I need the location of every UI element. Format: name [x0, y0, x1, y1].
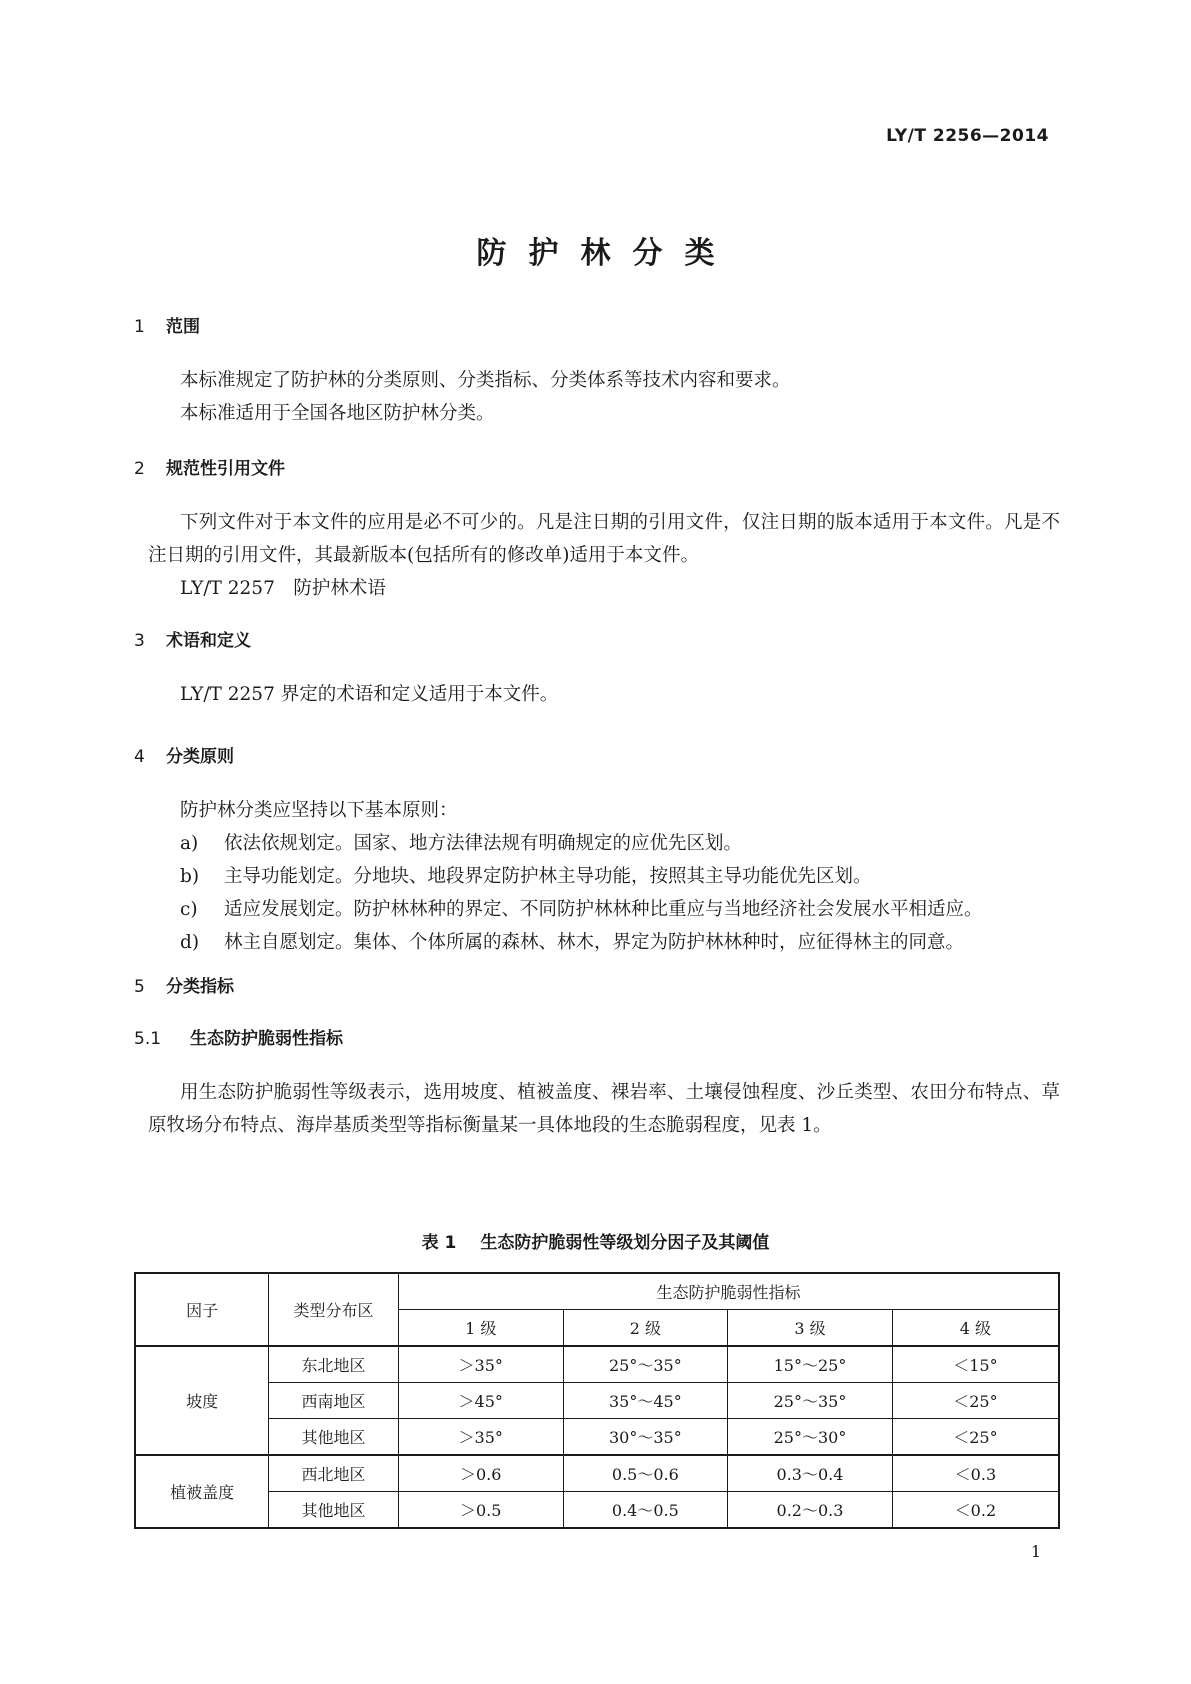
paragraph: 用生态防护脆弱性等级表示，选用坡度、植被盖度、裸岩率、土壤侵蚀程度、沙丘类型、农田分布特点、草原牧场分布特点、海岸基质类型等指标衡量某一具体地段的生态脆弱程度，见表 1。 — [148, 1082, 1060, 1136]
section-4-intro — [148, 794, 1060, 827]
table-number: 表 1 — [421, 1233, 457, 1253]
value-cell: ＜25° — [892, 1383, 1059, 1419]
list-item — [180, 926, 1060, 959]
list-marker: d) — [180, 932, 200, 953]
value-cell: 0.5～0.6 — [563, 1455, 728, 1492]
paragraph: 下列文件对于本文件的应用是必不可少的。凡是注日期的引用文件，仅注日期的版本适用于本文件。凡是不注日期的引用文件，其最新版本(包括所有的修改单)适用于本文件。 — [148, 512, 1060, 566]
region-cell: 西北地区 — [269, 1455, 399, 1492]
value-cell: ＞35° — [398, 1346, 563, 1383]
list-item-text: 主导功能划定。分地块、地段界定防护林主导功能，按照其主导功能优先区划。 — [224, 866, 872, 887]
header-level: 3 级 — [728, 1310, 893, 1347]
value-cell: 25°～30° — [728, 1419, 893, 1456]
value-cell: 0.4～0.5 — [563, 1492, 728, 1529]
normative-reference: LY/T 2257 防护林术语 — [180, 578, 386, 599]
section-1-heading — [134, 312, 200, 337]
list-marker: b) — [180, 866, 200, 887]
document-title: 防护林分类 — [476, 236, 737, 271]
value-cell: ＜25° — [892, 1419, 1059, 1456]
header-region: 类型分布区 — [269, 1273, 399, 1346]
value-cell: ＜15° — [892, 1346, 1059, 1383]
factor-cell: 坡度 — [135, 1346, 269, 1455]
factor-cell: 植被盖度 — [135, 1455, 269, 1528]
table-row — [135, 1383, 1059, 1419]
list-item — [180, 860, 1060, 893]
paragraph: 本标准适用于全国各地区防护林分类。 — [180, 403, 495, 424]
principles-list — [180, 827, 1060, 959]
value-cell: ＜0.3 — [892, 1455, 1059, 1492]
table-caption — [0, 1228, 1191, 1253]
section-number: 2 — [134, 459, 145, 479]
paragraph: 本标准规定了防护林的分类原则、分类指标、分类体系等技术内容和要求。 — [180, 370, 791, 391]
header-indicator-group: 生态防护脆弱性指标 — [398, 1273, 1059, 1310]
value-cell: 0.3～0.4 — [728, 1455, 893, 1492]
header-factor: 因子 — [135, 1273, 269, 1346]
value-cell: 30°～35° — [563, 1419, 728, 1456]
list-item-text: 依法依规划定。国家、地方法律法规有明确规定的应优先区划。 — [224, 833, 743, 854]
list-item-text: 林主自愿划定。集体、个体所属的森林、林木，界定为防护林林种时，应征得林主的同意。 — [224, 932, 965, 953]
value-cell: 25°～35° — [563, 1346, 728, 1383]
section-3-heading — [134, 626, 251, 651]
section-title: 分类指标 — [166, 977, 234, 997]
section-3-body — [148, 678, 1060, 711]
value-cell: 35°～45° — [563, 1383, 728, 1419]
section-number: 3 — [134, 631, 145, 651]
region-cell: 东北地区 — [269, 1346, 399, 1383]
vulnerability-table — [134, 1272, 1060, 1529]
section-2-heading — [134, 454, 285, 479]
region-cell: 西南地区 — [269, 1383, 399, 1419]
section-title: 规范性引用文件 — [166, 459, 285, 479]
list-item-text: 适应发展划定。防护林林种的界定、不同防护林林种比重应与当地经济社会发展水平相适应。 — [224, 899, 983, 920]
section-5-1-body — [148, 1076, 1060, 1142]
section-title: 范围 — [166, 317, 200, 337]
table-row — [135, 1346, 1059, 1383]
value-cell: ＜0.2 — [892, 1492, 1059, 1529]
value-cell: ＞0.6 — [398, 1455, 563, 1492]
header-level: 1 级 — [398, 1310, 563, 1347]
standard-code: LY/T 2256—2014 — [886, 126, 1049, 146]
value-cell: 15°～25° — [728, 1346, 893, 1383]
section-5-heading — [134, 972, 234, 997]
value-cell: ＞0.5 — [398, 1492, 563, 1529]
section-number: 1 — [134, 317, 145, 337]
value-cell: 0.2～0.3 — [728, 1492, 893, 1529]
region-cell: 其他地区 — [269, 1419, 399, 1456]
section-4-heading — [134, 742, 234, 767]
list-marker: a) — [180, 833, 199, 854]
section-5-1-heading — [134, 1024, 343, 1049]
value-cell: ＞45° — [398, 1383, 563, 1419]
section-number: 5.1 — [134, 1029, 162, 1049]
table-row — [135, 1419, 1059, 1456]
section-1-body — [148, 364, 1060, 430]
section-2-body — [148, 506, 1060, 605]
header-level: 4 级 — [892, 1310, 1059, 1347]
list-item — [180, 893, 1060, 926]
page-number: 1 — [1030, 1542, 1041, 1561]
list-marker: c) — [180, 899, 198, 920]
paragraph: 防护林分类应坚持以下基本原则： — [180, 800, 458, 821]
table-row — [135, 1492, 1059, 1529]
table-title: 生态防护脆弱性等级划分因子及其阈值 — [480, 1233, 770, 1253]
region-cell: 其他地区 — [269, 1492, 399, 1529]
header-level: 2 级 — [563, 1310, 728, 1347]
value-cell: 25°～35° — [728, 1383, 893, 1419]
section-number: 5 — [134, 977, 145, 997]
section-title: 术语和定义 — [166, 631, 251, 651]
section-number: 4 — [134, 747, 145, 767]
section-title: 分类原则 — [166, 747, 234, 767]
list-item — [180, 827, 1060, 860]
section-title: 生态防护脆弱性指标 — [190, 1029, 343, 1049]
paragraph: LY/T 2257 界定的术语和定义适用于本文件。 — [180, 684, 559, 705]
table-row — [135, 1455, 1059, 1492]
value-cell: ＞35° — [398, 1419, 563, 1456]
